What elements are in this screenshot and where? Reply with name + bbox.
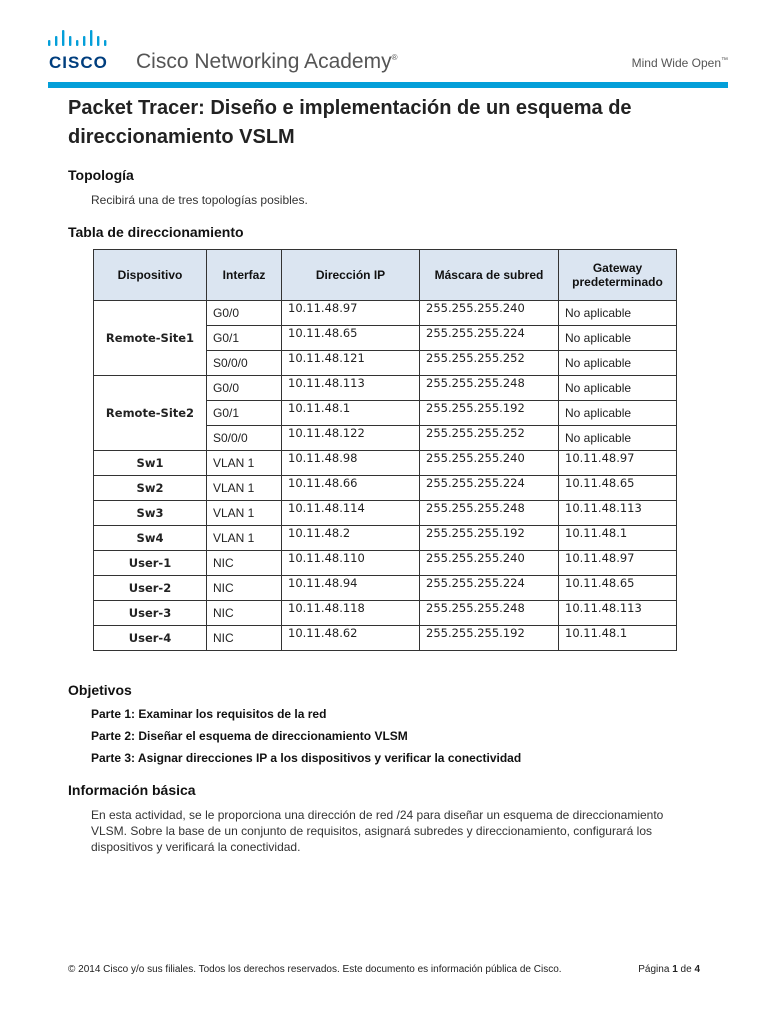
- ip-cell: 10.11.48.121: [282, 351, 420, 376]
- device-cell: User-2: [94, 576, 207, 601]
- topology-heading: Topología: [68, 167, 134, 183]
- ip-cell: 10.11.48.2: [282, 526, 420, 551]
- interface-cell: VLAN 1: [207, 501, 282, 526]
- column-header: Dispositivo: [94, 250, 207, 301]
- page-header: [0, 0, 768, 88]
- table-row: [94, 576, 677, 601]
- mask-cell: 255.255.255.224: [420, 326, 559, 351]
- addressing-table: [93, 249, 677, 651]
- ip-cell: 10.11.48.118: [282, 601, 420, 626]
- mask-cell: 255.255.255.192: [420, 626, 559, 651]
- mask-cell: 255.255.255.252: [420, 351, 559, 376]
- ip-cell: 10.11.48.113: [282, 376, 420, 401]
- column-header: Máscara de subred: [420, 250, 559, 301]
- gateway-cell: No aplicable: [559, 301, 677, 326]
- footer-copyright: © 2014 Cisco y/o sus filiales. Todos los derechos reservados. Este documento es información pública de Cisco.: [68, 964, 562, 975]
- cisco-logo-word: CISCO: [49, 53, 108, 72]
- mask-cell: 255.255.255.192: [420, 526, 559, 551]
- ip-cell: 10.11.48.62: [282, 626, 420, 651]
- interface-cell: NIC: [207, 576, 282, 601]
- interface-cell: NIC: [207, 551, 282, 576]
- list-item: Parte 3: Asignar direcciones IP a los dispositivos y verificar la conectividad: [91, 751, 522, 765]
- device-cell: Sw2: [94, 476, 207, 501]
- gateway-cell: 10.11.48.97: [559, 451, 677, 476]
- mask-cell: 255.255.255.192: [420, 401, 559, 426]
- device-cell: User-1: [94, 551, 207, 576]
- table-row: [94, 476, 677, 501]
- device-cell: Sw1: [94, 451, 207, 476]
- table-row: [94, 301, 677, 326]
- interface-cell: NIC: [207, 626, 282, 651]
- interface-cell: G0/1: [207, 326, 282, 351]
- table-row: [94, 526, 677, 551]
- interface-cell: VLAN 1: [207, 451, 282, 476]
- addressing-table-heading: Tabla de direccionamiento: [68, 224, 244, 240]
- mask-cell: 255.255.255.224: [420, 576, 559, 601]
- mask-cell: 255.255.255.248: [420, 501, 559, 526]
- background-line: dispositivos y verificará la conectividad.: [91, 840, 301, 854]
- interface-cell: G0/0: [207, 376, 282, 401]
- ip-cell: 10.11.48.65: [282, 326, 420, 351]
- table-header-row: [94, 250, 677, 301]
- background-line: En esta actividad, se le proporciona una dirección de red /24 para diseñar un esquema de direccionamiento: [91, 808, 664, 822]
- table-row: [94, 376, 677, 401]
- table-row: [94, 551, 677, 576]
- topology-text: Recibirá una de tres topologías posibles.: [91, 193, 308, 207]
- interface-cell: S0/0/0: [207, 351, 282, 376]
- ip-cell: 10.11.48.98: [282, 451, 420, 476]
- gateway-cell: No aplicable: [559, 401, 677, 426]
- column-header: Interfaz: [207, 250, 282, 301]
- mask-cell: 255.255.255.248: [420, 376, 559, 401]
- interface-cell: VLAN 1: [207, 476, 282, 501]
- mask-cell: 255.255.255.240: [420, 301, 559, 326]
- footer-page-number: Página 1 de 4: [638, 964, 700, 975]
- objectives-list: [91, 707, 521, 773]
- gateway-cell: 10.11.48.1: [559, 626, 677, 651]
- device-cell: Remote-Site1: [94, 301, 207, 376]
- device-cell: User-4: [94, 626, 207, 651]
- interface-cell: G0/0: [207, 301, 282, 326]
- gateway-cell: 10.11.48.65: [559, 576, 677, 601]
- column-header: Dirección IP: [282, 250, 420, 301]
- header-rule: [48, 82, 728, 88]
- ip-cell: 10.11.48.97: [282, 301, 420, 326]
- gateway-cell: 10.11.48.65: [559, 476, 677, 501]
- table-row: [94, 626, 677, 651]
- interface-cell: G0/1: [207, 401, 282, 426]
- table-row: [94, 451, 677, 476]
- interface-cell: S0/0/0: [207, 426, 282, 451]
- mask-cell: 255.255.255.224: [420, 476, 559, 501]
- list-item: Parte 2: Diseñar el esquema de direccionamiento VLSM: [91, 729, 408, 743]
- objectives-heading: Objetivos: [68, 682, 132, 698]
- cisco-logo-bars-icon: [48, 30, 112, 50]
- gateway-cell: 10.11.48.113: [559, 601, 677, 626]
- background-line: VLSM. Sobre la base de un conjunto de requisitos, asignará subredes y direccionamiento, configurará los: [91, 824, 652, 838]
- mask-cell: 255.255.255.252: [420, 426, 559, 451]
- ip-cell: 10.11.48.122: [282, 426, 420, 451]
- list-item: Parte 1: Examinar los requisitos de la red: [91, 707, 327, 721]
- background-heading: Información básica: [68, 782, 196, 798]
- gateway-cell: 10.11.48.1: [559, 526, 677, 551]
- column-header: Gateway predeterminado: [559, 250, 677, 301]
- table-row: [94, 501, 677, 526]
- ip-cell: 10.11.48.66: [282, 476, 420, 501]
- gateway-cell: No aplicable: [559, 426, 677, 451]
- interface-cell: VLAN 1: [207, 526, 282, 551]
- document-title: Packet Tracer: Diseño e implementación de un esquema de direccionamiento VSLM: [68, 97, 632, 148]
- tagline-mark: ™: [721, 57, 728, 64]
- interface-cell: NIC: [207, 601, 282, 626]
- device-cell: Sw3: [94, 501, 207, 526]
- ip-cell: 10.11.48.94: [282, 576, 420, 601]
- registered-mark: ®: [391, 53, 398, 62]
- gateway-cell: No aplicable: [559, 326, 677, 351]
- gateway-cell: No aplicable: [559, 351, 677, 376]
- ip-cell: 10.11.48.1: [282, 401, 420, 426]
- ip-cell: 10.11.48.110: [282, 551, 420, 576]
- gateway-cell: 10.11.48.97: [559, 551, 677, 576]
- device-cell: Remote-Site2: [94, 376, 207, 451]
- ip-cell: 10.11.48.114: [282, 501, 420, 526]
- device-cell: User-3: [94, 601, 207, 626]
- mask-cell: 255.255.255.248: [420, 601, 559, 626]
- academy-name: Cisco Networking Academy®: [136, 50, 398, 73]
- table-row: [94, 601, 677, 626]
- device-cell: Sw4: [94, 526, 207, 551]
- gateway-cell: 10.11.48.113: [559, 501, 677, 526]
- addressing-table-body: [94, 301, 677, 651]
- mask-cell: 255.255.255.240: [420, 451, 559, 476]
- mask-cell: 255.255.255.240: [420, 551, 559, 576]
- tagline: Mind Wide Open™: [631, 56, 728, 70]
- gateway-cell: No aplicable: [559, 376, 677, 401]
